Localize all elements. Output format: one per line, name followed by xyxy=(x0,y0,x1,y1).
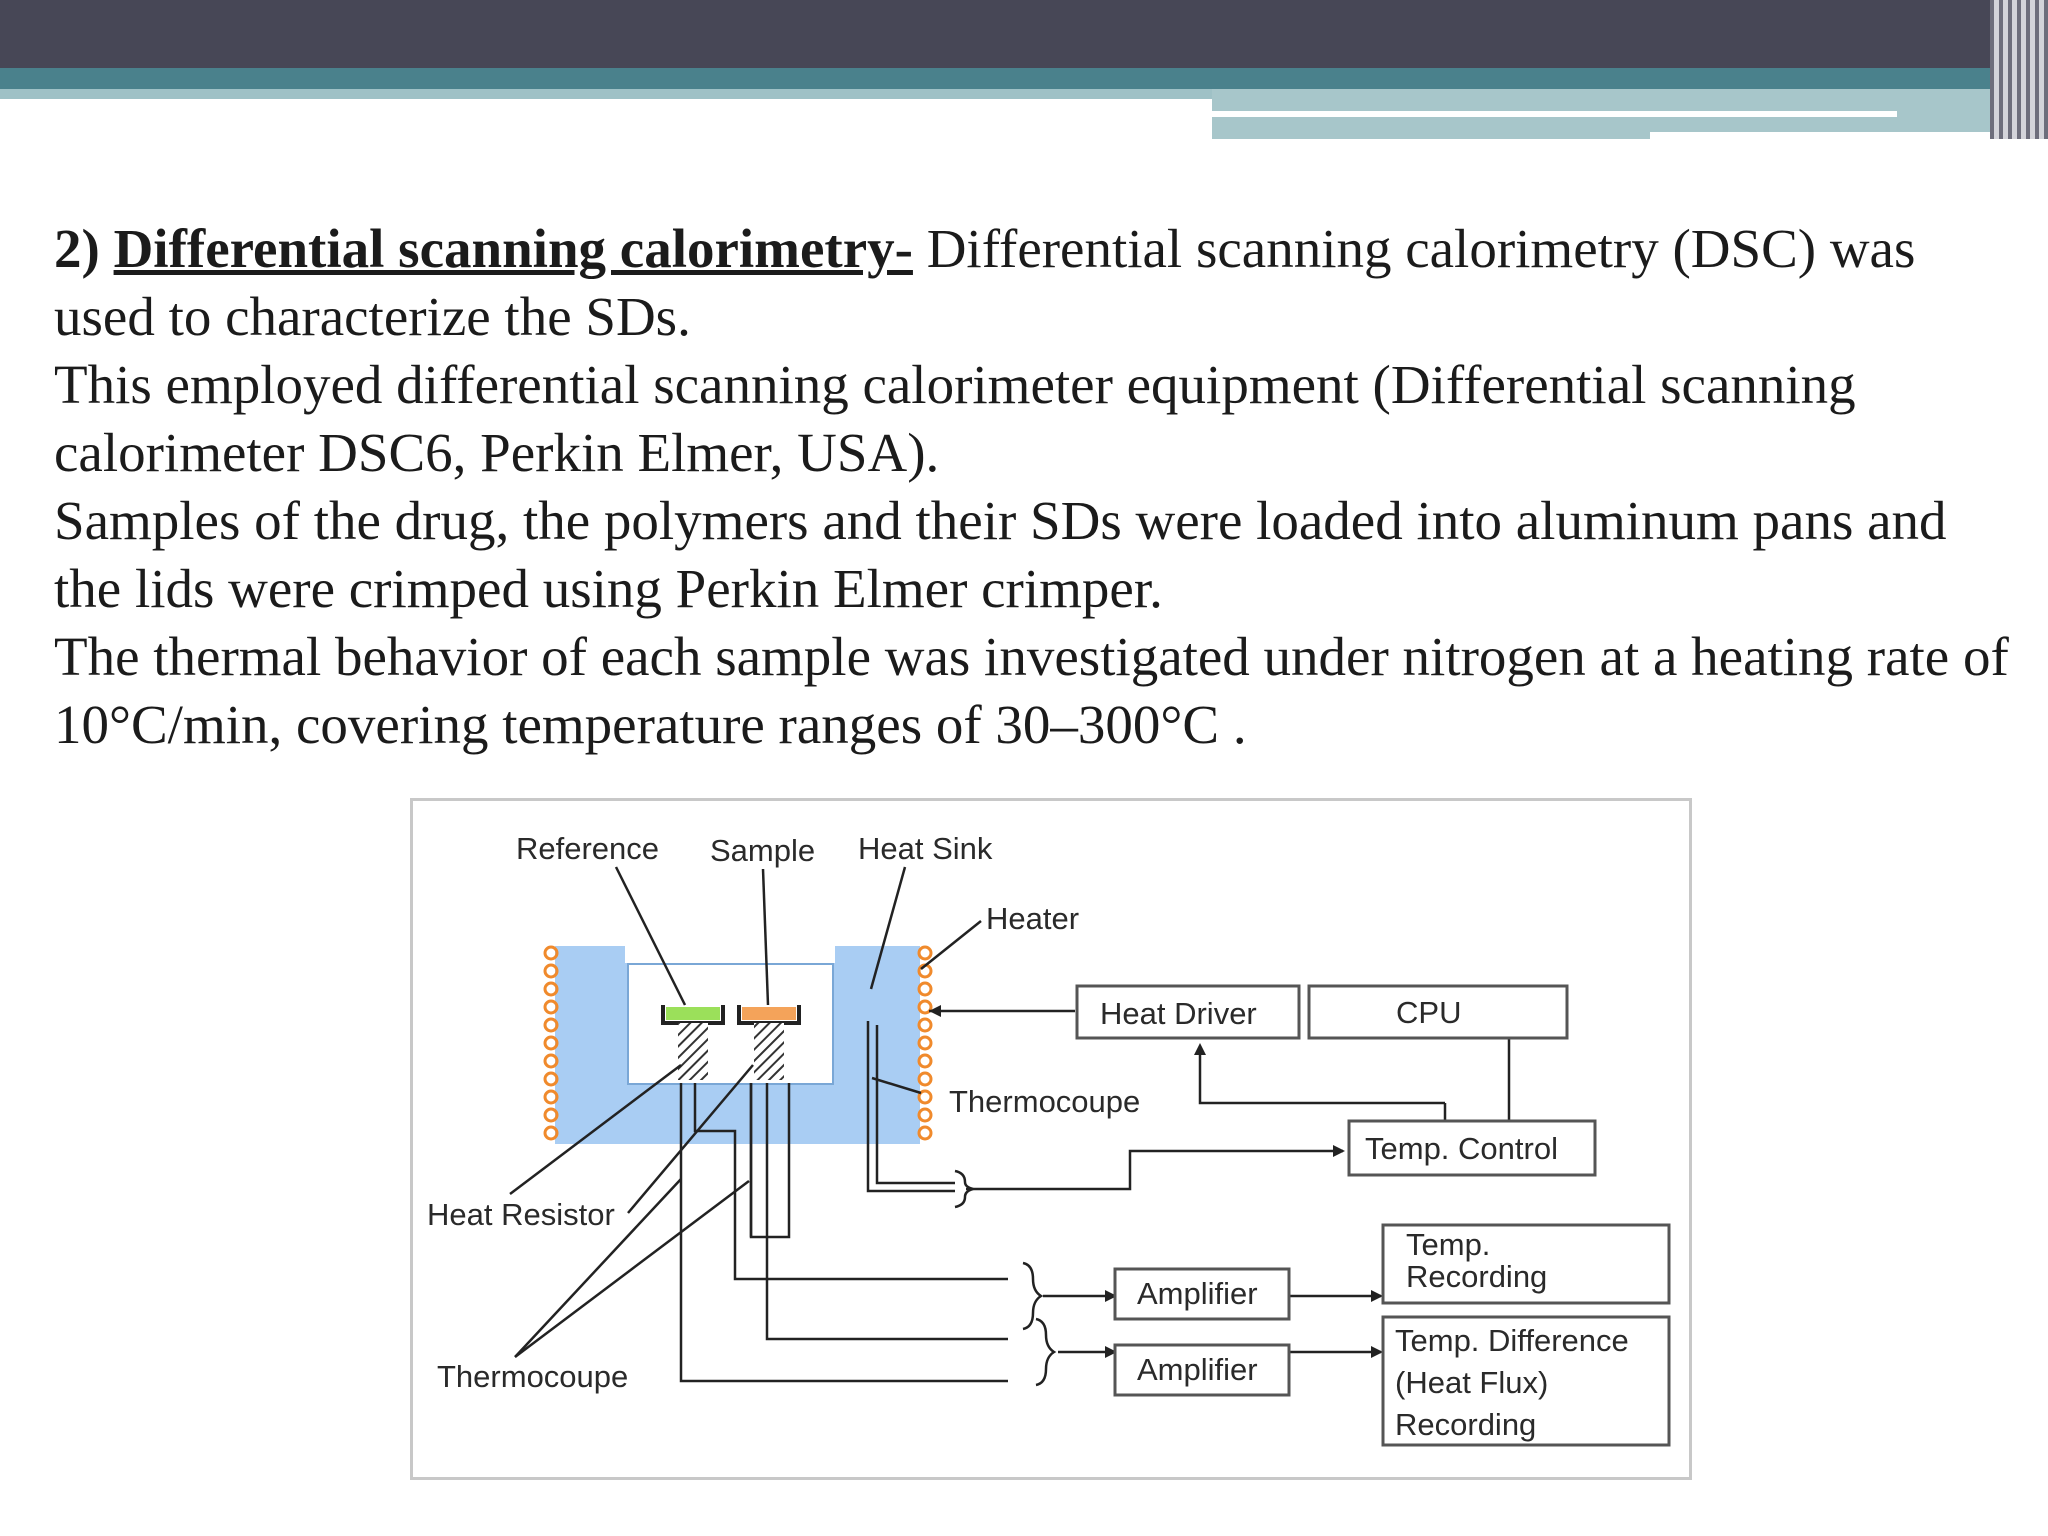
dsc-diagram xyxy=(410,798,1692,1480)
reference-pan-fill xyxy=(666,1007,720,1020)
header-band-right-line xyxy=(1650,132,2012,139)
label-temp-difference-3: Recording xyxy=(1395,1407,1537,1442)
label-amplifier-1: Amplifier xyxy=(1137,1276,1258,1311)
label-cpu: CPU xyxy=(1396,995,1462,1030)
label-reference: Reference xyxy=(516,831,660,866)
header-edge-stripes xyxy=(1990,0,2048,139)
label-temp-control: Temp. Control xyxy=(1365,1131,1558,1166)
label-temp-recording-2: Recording xyxy=(1406,1259,1548,1294)
slide-body xyxy=(54,215,2014,759)
paragraph-2: This employed differential scanning calorimeter equipment (Differential scanning calorimeter DSC6, Perkin Elmer, USA). xyxy=(54,354,1856,483)
sample-chamber xyxy=(628,964,833,1084)
label-temp-recording-1: Temp. xyxy=(1406,1227,1491,1262)
heading-number: 2) xyxy=(54,218,114,279)
label-sample: Sample xyxy=(710,833,816,868)
heater-coil-right xyxy=(919,947,931,1139)
heat-resistor-sample xyxy=(754,1023,784,1080)
label-heat-resistor: Heat Resistor xyxy=(427,1197,615,1232)
paragraph-4: The thermal behavior of each sample was investigated under nitrogen at a heating rate of 10°C/min, covering temperature ranges of 30–300°C . xyxy=(54,626,2009,755)
paragraph-3: Samples of the drug, the polymers and their SDs were loaded into aluminum pans and the lids were crimped using Perkin Elmer crimper. xyxy=(54,490,1947,619)
label-thermocouple-top: Thermocoupe xyxy=(949,1084,1141,1119)
header-band-right-line xyxy=(1212,111,1897,117)
label-amplifier-2: Amplifier xyxy=(1137,1352,1258,1387)
label-temp-difference-1: Temp. Difference xyxy=(1395,1323,1629,1358)
heading-title: Differential scanning calorimetry- xyxy=(113,218,913,279)
label-heater: Heater xyxy=(986,901,1080,936)
label-temp-difference-2: (Heat Flux) xyxy=(1395,1365,1549,1400)
paragraph-1 xyxy=(54,215,2014,351)
sample-pan-fill xyxy=(742,1007,796,1020)
dsc-diagram-svg xyxy=(413,801,1689,1477)
header-band-teal xyxy=(0,68,2048,89)
heat-resistor-reference xyxy=(678,1023,708,1080)
header-band-dark xyxy=(0,0,2048,68)
label-heat-sink: Heat Sink xyxy=(858,831,993,866)
header-band-light xyxy=(0,89,1212,99)
paragraph-1-text: Differential scanning calorimetry (DSC) was used to characterize the SDs. xyxy=(54,218,1916,347)
label-heat-driver: Heat Driver xyxy=(1100,996,1257,1031)
label-thermocouple-bottom: Thermocoupe xyxy=(437,1359,629,1394)
